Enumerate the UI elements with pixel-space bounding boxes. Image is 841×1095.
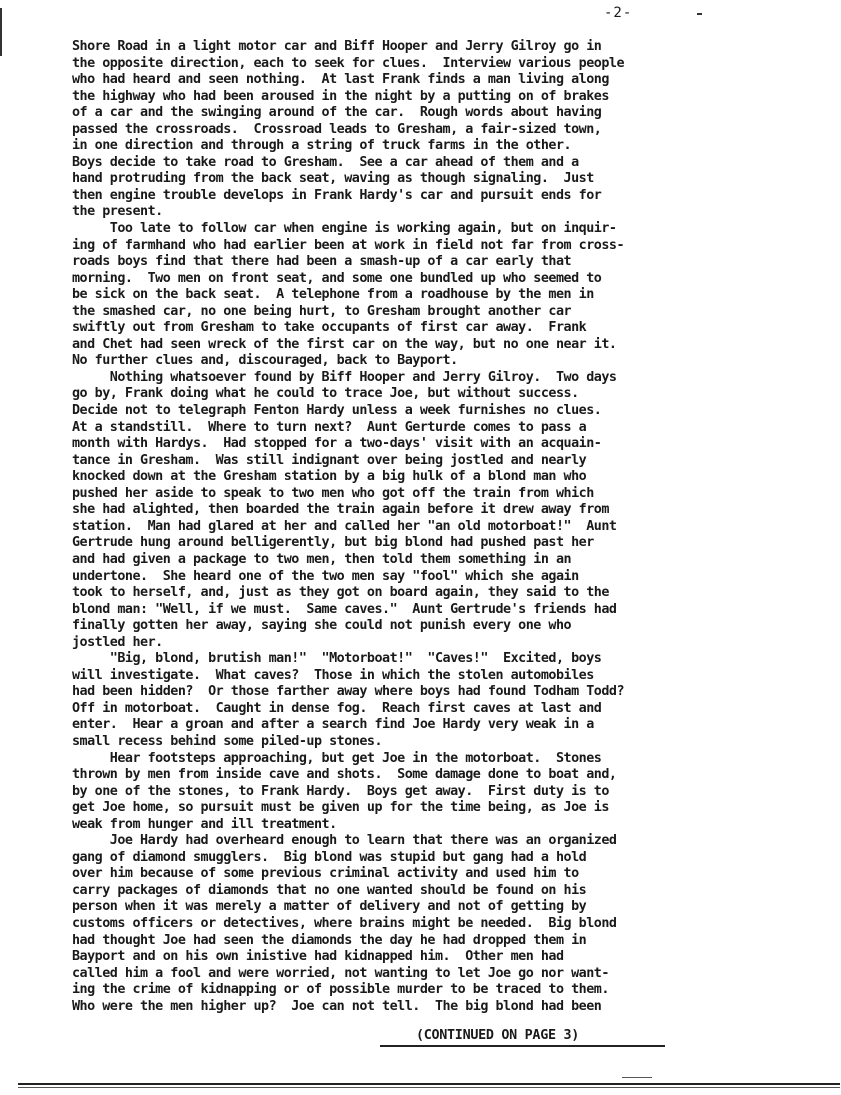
text-line: of a car and the swinging around of the car. Rough words about having bbox=[72, 105, 602, 121]
text-line: blond man: "Well, if we must. Same caves." Aunt Gertrude's friends had bbox=[72, 601, 617, 617]
text-line: Too late to follow car when engine is working again, but on inquir- bbox=[72, 221, 617, 237]
text-line: and Chet had seen wreck of the first car on the way, but no one near it. bbox=[72, 336, 617, 352]
text-line: person when it was merely a matter of delivery and not of getting by bbox=[72, 899, 587, 915]
text-line: the present. bbox=[72, 204, 163, 220]
text-line: by one of the stones, to Frank Hardy. Boys get away. First duty is to bbox=[72, 783, 609, 799]
text-line: took to herself, and, just as they got on board again, they said to the bbox=[72, 585, 609, 601]
text-line: enter. Hear a groan and after a search find Joe Hardy very weak in a bbox=[72, 717, 594, 733]
text-line: hand protruding from the back seat, waving as though signaling. Just bbox=[72, 171, 594, 187]
text-line: small recess behind some piled-up stones. bbox=[72, 733, 383, 749]
text-line: ing the crime of kidnapping or of possible murder to be traced to them. bbox=[72, 982, 609, 998]
text-line: tance in Gresham. Was still indignant over being jostled and nearly bbox=[72, 452, 587, 468]
text-line: go by, Frank doing what he could to trace Joe, but without success. bbox=[72, 386, 579, 402]
left-margin-mark bbox=[0, 8, 2, 56]
text-line: finally gotten her away, saying she could not punish every one who bbox=[72, 618, 572, 634]
text-line: Bayport and on his own inistive had kidnapped him. Other men had bbox=[72, 949, 564, 965]
bottom-dash bbox=[622, 1077, 652, 1078]
text-line: then engine trouble develops in Frank Hardy's car and pursuit ends for bbox=[72, 187, 602, 203]
text-line: "Big, blond, brutish man!" "Motorboat!" "Caves!" Excited, boys bbox=[72, 651, 602, 667]
text-line: thrown by men from inside cave and shots. Some damage done to boat and, bbox=[72, 767, 617, 783]
text-line: will investigate. What caves? Those in which the stolen automobiles bbox=[72, 667, 594, 683]
text-line: had been hidden? Or those farther away where boys had found Todham Todd? bbox=[72, 684, 625, 700]
text-line: carry packages of diamonds that no one wanted should be found on his bbox=[72, 882, 587, 898]
text-line: knocked down at the Gresham station by a big hulk of a blond man who bbox=[72, 469, 587, 485]
text-line: No further clues and, discouraged, back to Bayport. bbox=[72, 353, 458, 369]
text-line: be sick on the back seat. A telephone from a roadhouse by the men in bbox=[72, 287, 594, 303]
page-number: -2- bbox=[604, 5, 633, 21]
bottom-rule-secondary bbox=[18, 1087, 840, 1088]
text-line: over him because of some previous criminal activity and used him to bbox=[72, 866, 579, 882]
text-line: had thought Joe had seen the diamonds the day he had dropped them in bbox=[72, 932, 587, 948]
text-line: station. Man had glared at her and called her "an old motorboat!" Aunt bbox=[72, 518, 617, 534]
footer-rule bbox=[380, 1045, 665, 1047]
text-line: called him a fool and were worried, not wanting to let Joe go nor want- bbox=[72, 965, 609, 981]
text-line: Joe Hardy had overheard enough to learn that there was an organized bbox=[72, 833, 617, 849]
text-line: jostled her. bbox=[72, 634, 163, 650]
text-line: ing of farmhand who had earlier been at work in field not far from cross- bbox=[72, 237, 625, 253]
continued-notice: (CONTINUED ON PAGE 3) bbox=[416, 1028, 579, 1043]
text-line: customs officers or detectives, where brains might be needed. Big blond bbox=[72, 915, 617, 931]
text-line: Shore Road in a light motor car and Biff Hooper and Jerry Gilroy go in bbox=[72, 39, 602, 54]
bottom-rule bbox=[18, 1083, 840, 1085]
text-line: gang of diamond smugglers. Big blond was stupid but gang had a hold bbox=[72, 849, 587, 865]
text-line: Hear footsteps approaching, but get Joe in the motorboat. Stones bbox=[72, 750, 602, 766]
text-line: pushed her aside to speak to two men who got off the train from which bbox=[72, 485, 594, 501]
top-right-dash bbox=[697, 13, 702, 15]
text-line: in one direction and through a string of truck farms in the other. bbox=[72, 138, 572, 154]
text-line: the highway who had been aroused in the night by a putting on of brakes bbox=[72, 88, 609, 104]
text-line: Boys decide to take road to Gresham. See a car ahead of them and a bbox=[72, 154, 579, 170]
text-line: Nothing whatsoever found by Biff Hooper and Jerry Gilroy. Two days bbox=[72, 369, 617, 385]
text-line: get Joe home, so pursuit must be given up for the time being, as Joe is bbox=[72, 800, 609, 816]
text-line: passed the crossroads. Crossroad leads to Gresham, a fair-sized town, bbox=[72, 121, 602, 137]
text-line: weak from hunger and ill treatment. bbox=[72, 816, 337, 832]
text-line: At a standstill. Where to turn next? Aunt Gerturde comes to pass a bbox=[72, 419, 587, 435]
text-line: and had given a package to two men, then told them something in an bbox=[72, 551, 572, 567]
text-line: roads boys find that there had been a smash-up of a car early that bbox=[72, 254, 572, 270]
text-line: undertone. She heard one of the two men say "fool" which she again bbox=[72, 568, 579, 584]
text-line: she had alighted, then boarded the train again before it drew away from bbox=[72, 502, 609, 518]
text-line: who had heard and seen nothing. At last Frank finds a man living along bbox=[72, 72, 609, 88]
text-line: month with Hardys. Had stopped for a two-days' visit with an acquain- bbox=[72, 436, 602, 452]
text-line: Who were the men higher up? Joe can not tell. The big blond had been bbox=[72, 998, 602, 1014]
text-line: morning. Two men on front seat, and some one bundled up who seemed to bbox=[72, 270, 602, 286]
text-line: swiftly out from Gresham to take occupants of first car away. Frank bbox=[72, 320, 587, 336]
text-line: the opposite direction, each to seek for clues. Interview various people bbox=[72, 55, 625, 71]
text-line: the smashed car, no one being hurt, to Gresham brought another car bbox=[72, 303, 572, 319]
body-text bbox=[72, 39, 832, 1015]
text-line: Off in motorboat. Caught in dense fog. Reach first caves at last and bbox=[72, 700, 602, 716]
text-line: Gertrude hung around belligerently, but big blond had pushed past her bbox=[72, 535, 594, 551]
footer bbox=[380, 1028, 670, 1047]
text-line: Decide not to telegraph Fenton Hardy unless a week furnishes no clues. bbox=[72, 403, 602, 419]
